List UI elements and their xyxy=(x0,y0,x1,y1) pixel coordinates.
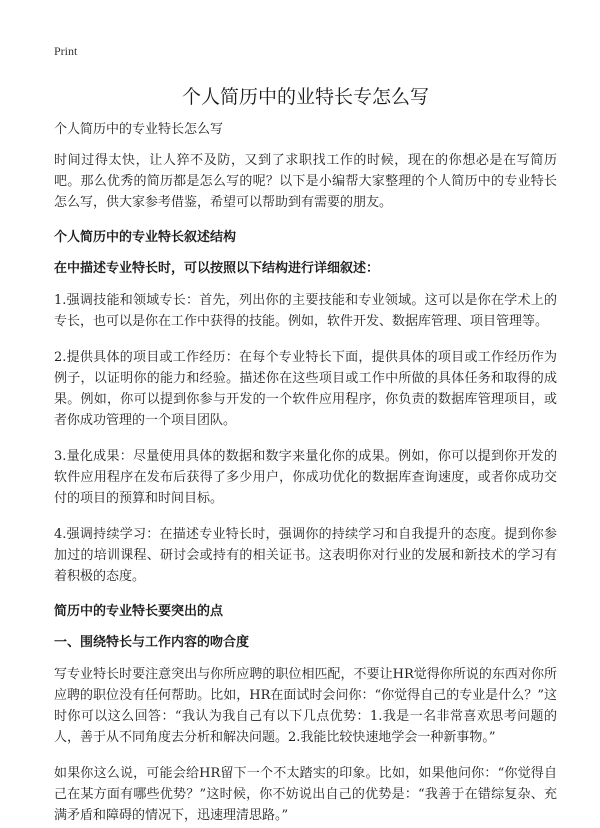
print-label: Print xyxy=(54,44,78,58)
section-subheading-1: 一、围绕特长与工作内容的吻合度 xyxy=(54,635,250,650)
section-subheading-structure: 在中描述专业特长时，可以按照以下结构进行详细叙述： xyxy=(54,261,380,276)
point-paragraph-1: 1.强调技能和领域专长：首先，列出你的主要技能和专业领域。这可以是你在学术上的专长，也可以是你在工作中获得的技能。例如，软件开发、数据库管理、项目管理等。 xyxy=(54,293,557,329)
point-paragraph-4: 4.强调持续学习：在描述专业特长时，强调你的持续学习和自我提升的态度。提到你参加过的培训课程、研讨会或持有的相关证书。这表明你对行业的发展和新技术的学习有着积极的态度。 xyxy=(54,527,557,584)
section-heading-highlight: 简历中的专业特长要突出的点 xyxy=(54,604,224,619)
article-subtitle: 个人简历中的专业特长怎么写 xyxy=(54,122,224,137)
intro-paragraph: 时间过得太快，让人猝不及防，又到了求职找工作的时候，现在的你想必是在写简历吧。那么优秀的简历都是怎么写的呢？以下是小编帮大家整理的个人简历中的专业特长怎么写，供大家参考借鉴，希望可以帮助到有需要的朋友。 xyxy=(54,153,557,210)
page-title: 个人简历中的业特长专怎么写 xyxy=(181,86,429,108)
point-paragraph-3: 3.量化成果：尽量使用具体的数据和数字来量化你的成果。例如，你可以提到你开发的软件应用程序在发布后获得了多少用户，你成功优化的数据库查询速度，或者你成功交付的项目的预算和时间目标。 xyxy=(54,449,557,506)
point-paragraph-2: 2.提供具体的项目或工作经历：在每个专业特长下面，提供具体的项目或工作经历作为例子，以证明你的能力和经验。描述你在这些项目或工作中所做的具体任务和取得的成果。例如，你可以提到你参与开发的一个软件应用程序，你负责的数据库管理项目，或者你成功管理的一个项目团队。 xyxy=(54,350,557,428)
section-heading-structure: 个人简历中的专业特长叙述结构 xyxy=(54,230,237,245)
body-paragraph-a: 写专业特长时要注意突出与你所应聘的职位相匹配，不要让HR觉得你所说的东西对你所应聘的职位没有任何帮助。比如，HR在面试时会问你：“你觉得自己的专业是什么？”这时你可以这么回答：“我认为我自己有以下几点优势：1.我是一名非常喜欢思考问题的人，善于从不同角度去分析和解决问题。2.我能比较快速地学会一种新事物。” xyxy=(54,667,557,745)
body-paragraph-b: 如果你这么说，可能会给HR留下一个不太踏实的印象。比如，如果他问你：“你觉得自己在某方面有哪些优势？”这时候，你不妨说出自己的优势是：“我善于在错综复杂、充满矛盾和障碍的情况下，迅速理清思路。” xyxy=(54,766,557,823)
